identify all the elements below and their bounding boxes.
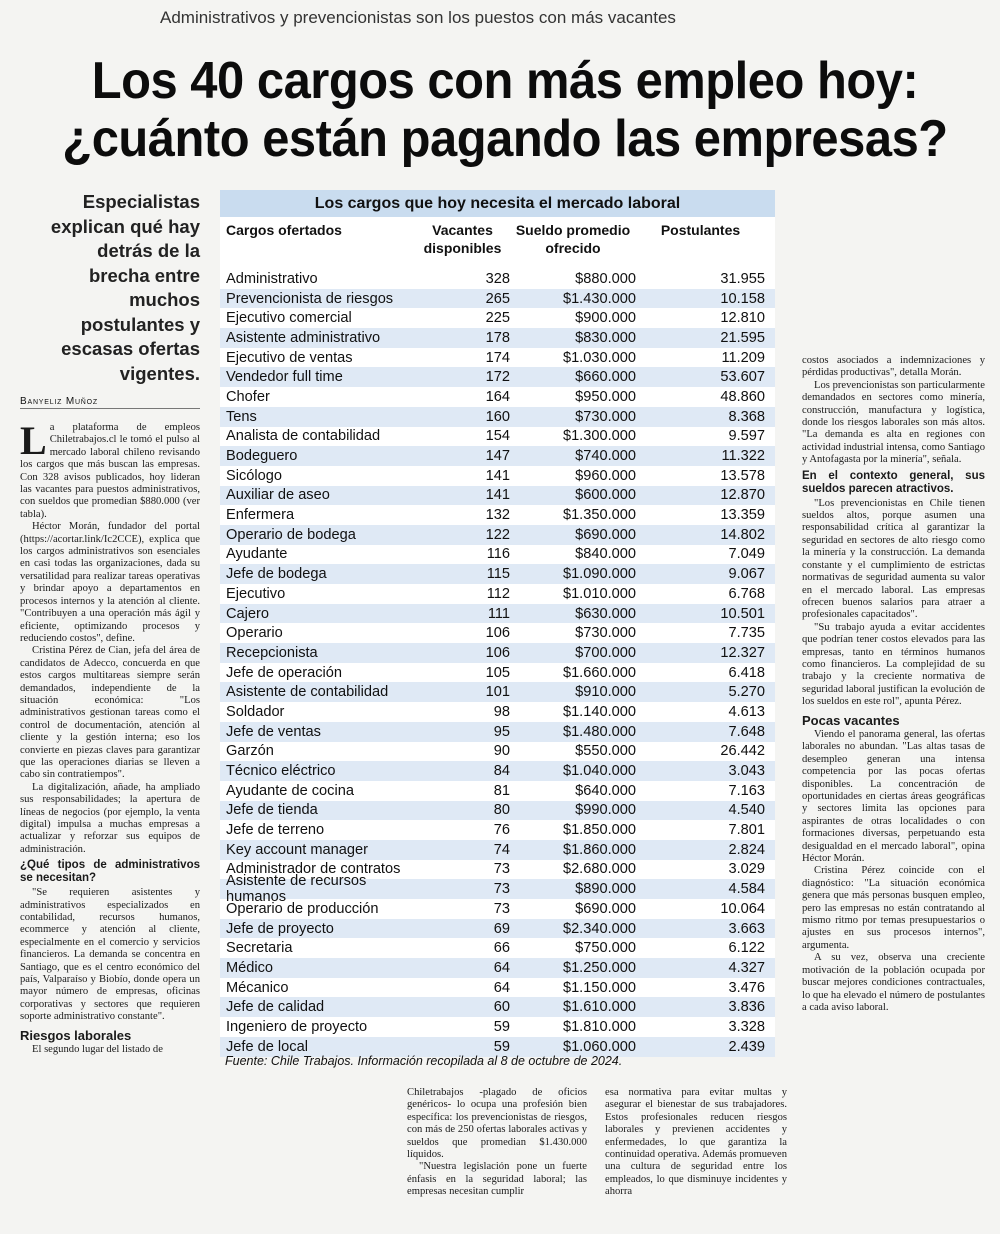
- cell-vacantes: 76: [493, 822, 510, 839]
- table-row: [220, 899, 775, 919]
- cell-cargo: Administrativo: [226, 270, 318, 287]
- cell-sueldo: $2.680.000: [562, 861, 636, 878]
- cell-vacantes: 225: [485, 310, 510, 327]
- table-row: [220, 466, 775, 486]
- table-row: [220, 761, 775, 781]
- cell-sueldo: $1.030.000: [562, 349, 636, 366]
- table-row: [220, 505, 775, 525]
- cell-cargo: Soldador: [226, 703, 285, 720]
- table-row: [220, 997, 775, 1017]
- cell-vacantes: 69: [493, 920, 510, 937]
- table-source: Fuente: Chile Trabajos. Información recopilada al 8 de octubre de 2024.: [225, 1054, 623, 1068]
- cell-vacantes: 328: [485, 270, 510, 287]
- table-row: [220, 801, 775, 821]
- table-row: [220, 427, 775, 447]
- cell-vacantes: 164: [485, 388, 510, 405]
- cell-postulantes: 3.663: [728, 920, 765, 937]
- cell-vacantes: 74: [493, 841, 510, 858]
- cell-sueldo: $740.000: [575, 448, 636, 465]
- right-column: [802, 355, 985, 1014]
- table-row: [220, 328, 775, 348]
- cell-vacantes: 174: [485, 349, 510, 366]
- cell-cargo: Operario de producción: [226, 900, 379, 917]
- cell-vacantes: 59: [493, 1018, 510, 1035]
- cell-postulantes: 12.810: [720, 310, 765, 327]
- bottom1-p2: "Nuestra legislación pone un fuerte énfasis en la seguridad laboral; las empresas necesitan cumplir: [407, 1161, 587, 1198]
- cell-sueldo: $1.060.000: [562, 1038, 636, 1055]
- cell-cargo: Ejecutivo: [226, 585, 286, 602]
- cell-vacantes: 98: [493, 703, 510, 720]
- cell-sueldo: $910.000: [575, 684, 636, 701]
- cell-postulantes: 4.584: [728, 881, 765, 898]
- cell-postulantes: 13.359: [720, 507, 765, 524]
- table-row: [220, 978, 775, 998]
- cell-sueldo: $1.300.000: [562, 428, 636, 445]
- section-heading-riesgos: Riesgos laborales: [20, 1027, 132, 1043]
- cell-sueldo: $1.250.000: [562, 959, 636, 976]
- cell-sueldo: $1.660.000: [562, 664, 636, 681]
- cell-vacantes: 95: [493, 723, 510, 740]
- cell-sueldo: $730.000: [575, 408, 636, 425]
- right-p5: Viendo el panorama general, las ofertas laborales no abundan. "Las altas tasas de desempleo generan una intensa competencia por las pocas ofertas disponibles. La concentración de oportunidades en ciertas áreas geográficas y sectores limita las opciones para aspirantes de otras localidades o con formaciones diversas, perpetuando esta desigualdad en el mercado laboral", opina Héctor Morán.: [802, 728, 985, 865]
- left-p5: "Se requieren asistentes y administrativos especializados en contabilidad, recursos humanos, ecommerce y atención al cliente, especialmente en el comercio y servicios financieros. La demanda se concentra en Santiago, que es el centro económico del país, Valparaíso y Biobío, donde opera un mayor número de empresas, oficinas corporativas y sectores que requieren soporte administrativo constante".: [20, 887, 200, 1023]
- cell-sueldo: $750.000: [575, 940, 636, 957]
- cell-postulantes: 7.648: [728, 723, 765, 740]
- cell-cargo: Jefe de ventas: [226, 723, 321, 740]
- cell-postulantes: 9.067: [728, 566, 765, 583]
- cell-cargo: Jefe de terreno: [226, 822, 325, 839]
- cell-postulantes: 11.209: [721, 349, 765, 366]
- bottom1-p1: Chiletrabajos -plagado de oficios genéricos- lo ocupa una profesión bien específica: los prevencionistas de riesgos, con más de 250 ofertas laborales activas y sueldos que promedian $1.430.000 líquidos.: [407, 1087, 587, 1161]
- cell-vacantes: 59: [493, 1038, 510, 1055]
- cell-cargo: Jefe de bodega: [226, 566, 327, 583]
- table-row: [220, 840, 775, 860]
- cell-postulantes: 10.158: [720, 290, 765, 307]
- right-p6: Cristina Pérez coincide con el diagnóstico: "La situación económica genera que más personas busquen empleo, pero las empresas no están contratando al mismo ritmo por temas presupuestarios o ajustes en sus procesos internos", argumenta.: [802, 865, 985, 951]
- cell-sueldo: $900.000: [575, 310, 636, 327]
- cell-vacantes: 141: [485, 487, 510, 504]
- table-row: [220, 584, 775, 604]
- cell-cargo: Asistente de recursos humanos: [226, 873, 367, 906]
- cell-sueldo: $950.000: [575, 388, 636, 405]
- right-p7: A su vez, observa una creciente motivación de la población ocupada por buscar mejores condiciones contractuales, lo que ha elevado el número de postulantes a cada aviso laboral.: [802, 952, 985, 1013]
- cell-postulantes: 6.768: [728, 585, 765, 602]
- cell-postulantes: 13.578: [720, 467, 765, 484]
- header-postulantes: Postulantes: [660, 222, 741, 238]
- cell-vacantes: 106: [485, 625, 510, 642]
- cell-vacantes: 66: [493, 940, 510, 957]
- cell-cargo: Vendedor full time: [226, 369, 343, 386]
- table-row: [220, 682, 775, 702]
- cell-vacantes: 154: [485, 428, 510, 445]
- table-row: [220, 367, 775, 387]
- cell-cargo: Jefe de tienda: [226, 802, 318, 819]
- table-row: [220, 289, 775, 309]
- table-row: [220, 387, 775, 407]
- table-row: [220, 446, 775, 466]
- cell-postulantes: 2.824: [728, 841, 765, 858]
- cell-postulantes: 3.328: [728, 1018, 765, 1035]
- cell-postulantes: 14.802: [720, 526, 765, 543]
- cell-sueldo: $990.000: [575, 802, 636, 819]
- table-row: [220, 623, 775, 643]
- table-row: [220, 663, 775, 683]
- cell-sueldo: $1.850.000: [562, 822, 636, 839]
- cell-vacantes: 101: [485, 684, 510, 701]
- table-row: [220, 742, 775, 762]
- table-row: [220, 308, 775, 328]
- cell-cargo: Auxiliar de aseo: [226, 487, 330, 504]
- table-row: [220, 938, 775, 958]
- table-row: [220, 407, 775, 427]
- table-row: [220, 525, 775, 545]
- cell-vacantes: 141: [485, 467, 510, 484]
- cell-vacantes: 147: [485, 448, 510, 465]
- left-p4: La digitalización, añade, ha ampliado sus responsabilidades; la apertura de líneas de negocios (por ejemplo, la venta digital) impulsa a muchas empresas a actualizar y reforzar sus equipos de administración.: [20, 781, 200, 855]
- table-row: [220, 919, 775, 939]
- right-p2: Los prevencionistas son particularmente demandados en sectores como minería, construcción, manufactura y logística, donde los riesgos laborales son más altos. "La demanda es alta en regiones con actividad industrial intensa, como Santiago y Antofagasta por la minería", señala.: [802, 379, 985, 466]
- cell-postulantes: 12.870: [720, 487, 765, 504]
- cell-sueldo: $1.480.000: [562, 723, 636, 740]
- left-question-heading: ¿Qué tipos de administrativos se necesitan?: [20, 859, 200, 885]
- cell-cargo: Jefe de calidad: [226, 999, 325, 1016]
- left-p6: El segundo lugar del listado de: [32, 1044, 163, 1056]
- cell-sueldo: $2.340.000: [562, 920, 636, 937]
- cell-cargo: Asistente administrativo: [226, 329, 381, 346]
- cell-cargo: Key account manager: [226, 841, 368, 858]
- bottom-column-2: [605, 1087, 787, 1199]
- cell-sueldo: $1.810.000: [562, 1018, 636, 1035]
- cell-vacantes: 160: [485, 408, 510, 425]
- cell-sueldo: $1.610.000: [562, 999, 636, 1016]
- cell-vacantes: 84: [493, 763, 510, 780]
- header-cargos: Cargos ofertados: [226, 222, 342, 238]
- cell-sueldo: $1.040.000: [562, 763, 636, 780]
- cell-vacantes: 116: [486, 546, 510, 563]
- cell-vacantes: 106: [485, 644, 510, 661]
- cell-postulantes: 10.064: [720, 900, 765, 917]
- cell-cargo: Garzón: [226, 743, 274, 760]
- cell-vacantes: 178: [485, 329, 510, 346]
- cell-cargo: Ejecutivo comercial: [226, 310, 352, 327]
- right-p3: "Los prevencionistas en Chile tienen sueldos altos, porque asumen una responsabilidad crítica al garantizar la seguridad en sectores de alto riesgo como la minería y la construcción. La demanda constante y el cumplimiento de estrictas normativas de seguridad aumenta su valor en el mercado laboral. Las empresas ofrecen buenos salarios para atraer a profesionales capacitados".: [802, 497, 985, 621]
- table-title: Los cargos que hoy necesita el mercado laboral: [220, 190, 775, 217]
- cell-vacantes: 80: [493, 802, 510, 819]
- cell-postulantes: 3.836: [728, 999, 765, 1016]
- cell-sueldo: $600.000: [575, 487, 636, 504]
- table-row: [220, 781, 775, 801]
- cell-sueldo: $730.000: [575, 625, 636, 642]
- right-p1: costos asociados a indemnizaciones y pérdidas productivas", detalla Morán.: [802, 355, 985, 379]
- table-row: [220, 820, 775, 840]
- cell-postulantes: 3.043: [728, 763, 765, 780]
- cell-cargo: Médico: [226, 959, 274, 976]
- table-row: [220, 873, 775, 906]
- cell-cargo: Mécanico: [226, 979, 289, 996]
- cell-sueldo: $550.000: [575, 743, 636, 760]
- cell-cargo: Operario: [226, 625, 283, 642]
- cell-postulantes: 21.595: [720, 329, 765, 346]
- cell-sueldo: $840.000: [575, 546, 636, 563]
- headline: Los 40 cargos con más empleo hoy: ¿cuánto están pagando las empresas?: [62, 52, 948, 168]
- table-row: [220, 702, 775, 722]
- kicker: Administrativos y prevencionistas son los puestos con más vacantes: [160, 8, 676, 27]
- cell-sueldo: $890.000: [575, 881, 636, 898]
- cell-postulantes: 9.597: [728, 428, 765, 445]
- cell-vacantes: 115: [486, 566, 510, 583]
- cell-cargo: Jefe de proyecto: [226, 920, 334, 937]
- cell-vacantes: 81: [493, 782, 510, 799]
- table-row: [220, 722, 775, 742]
- cell-postulantes: 6.122: [728, 940, 765, 957]
- bottom-column-1: [407, 1087, 587, 1199]
- cell-cargo: Enfermera: [226, 507, 295, 524]
- table-row: [220, 486, 775, 506]
- header-vacantes: Vacantes disponibles: [423, 222, 502, 256]
- table-body: [220, 269, 775, 1057]
- cell-sueldo: $1.010.000: [562, 585, 636, 602]
- table-row: [220, 545, 775, 565]
- cell-postulantes: 53.607: [720, 369, 765, 386]
- table-row: [220, 1017, 775, 1037]
- cell-vacantes: 73: [493, 881, 510, 898]
- left-p2: Héctor Morán, fundador del portal (https://acortar.link/Ic2CCE), explica que los cargos administrativos son esenciales en casi todas las organizaciones, dada su versatilidad para realizar tareas operativas y brindar apoyo a departamentos en procesos internos y la atención al cliente. "Contribuyen a una operación más ágil y eficiente, optimizando procesos y reduciendo costos", define.: [20, 521, 200, 644]
- header-sueldo: Sueldo promedio ofrecido: [515, 222, 631, 256]
- table-row: [220, 348, 775, 368]
- subhead: Especialistas explican qué hay detrás de la brecha entre muchos postulantes y escasas ofertas vigentes.: [50, 191, 200, 384]
- cell-cargo: Recepcionista: [226, 644, 318, 661]
- cell-postulantes: 7.163: [728, 782, 765, 799]
- cell-cargo: Prevencionista de riesgos: [226, 290, 394, 307]
- cell-vacantes: 112: [486, 585, 510, 602]
- cell-sueldo: $1.150.000: [562, 979, 636, 996]
- cell-vacantes: 64: [493, 959, 510, 976]
- cell-postulantes: 4.613: [728, 703, 765, 720]
- cell-sueldo: $1.430.000: [562, 290, 636, 307]
- cell-vacantes: 64: [493, 979, 510, 996]
- cell-sueldo: $1.090.000: [562, 566, 636, 583]
- cell-sueldo: $880.000: [575, 270, 636, 287]
- jobs-table: [220, 190, 775, 1057]
- cell-postulantes: 7.049: [728, 546, 765, 563]
- cell-postulantes: 12.327: [720, 644, 765, 661]
- cell-cargo: Ejecutivo de ventas: [226, 349, 353, 366]
- cell-cargo: Administrador de contratos: [226, 861, 401, 878]
- cell-postulantes: 8.368: [728, 408, 765, 425]
- cell-vacantes: 122: [485, 526, 510, 543]
- cell-cargo: Jefe de local: [226, 1038, 308, 1055]
- cell-cargo: Secretaria: [226, 940, 293, 957]
- cell-postulantes: 31.955: [720, 270, 765, 287]
- byline: Banyeliz Muñoz: [20, 396, 200, 409]
- cell-postulantes: 5.270: [728, 684, 765, 701]
- cell-sueldo: $660.000: [575, 369, 636, 386]
- cell-vacantes: 132: [485, 507, 510, 524]
- cell-postulantes: 6.418: [728, 664, 765, 681]
- cell-postulantes: 3.476: [728, 979, 765, 996]
- cell-cargo: Operario de bodega: [226, 526, 356, 543]
- cell-postulantes: 11.322: [721, 448, 765, 465]
- cell-sueldo: $1.860.000: [562, 841, 636, 858]
- cell-postulantes: 48.860: [720, 388, 765, 405]
- table-row: [220, 604, 775, 624]
- left-p1: La plataforma de empleos Chiletrabajos.cl le tomó el pulso al mercado laboral chileno revisando los cargos que más buscan las empresas. Con 328 avisos publicados, hoy lideran las vacantes para puestos administrativos, con sueldos que promedian $880.000 (ver tabla).: [20, 418, 200, 520]
- cell-postulantes: 3.029: [728, 861, 765, 878]
- section-heading-pocas-vacantes: Pocas vacantes: [802, 712, 900, 728]
- cell-cargo: Asistente de contabilidad: [226, 684, 389, 701]
- table-header: [220, 217, 775, 269]
- left-p3: Cristina Pérez de Cian, jefa del área de candidatos de Adecco, concuerda en que estos cargos multitareas siempre serán demandados, independiente de la situación económica: "Los administrativos gestionan tareas como el control de documentación, atención al cliente y la gestión interna; eso los convierte en piezas claves para garantizar que las operaciones diarias se lleven a cabo sin contratiempos".: [20, 645, 200, 781]
- cell-postulantes: 7.801: [728, 822, 765, 839]
- table-row: [220, 269, 775, 289]
- cell-vacantes: 73: [493, 900, 510, 917]
- cell-cargo: Ayudante: [226, 546, 288, 563]
- cell-sueldo: $690.000: [575, 900, 636, 917]
- left-column: [20, 418, 200, 1057]
- table-row: [220, 564, 775, 584]
- table-row: [220, 643, 775, 663]
- cell-vacantes: 73: [493, 861, 510, 878]
- dropcap: L: [20, 418, 47, 463]
- bottom2-p1: esa normativa para evitar multas y asegurar el bienestar de sus trabajadores. Estos profesionales reducen riesgos laborales y previenen accidentes y enfermedades, lo que garantiza la continuidad operativa. Además promueven una cultura de seguridad entre los empleados, lo que disminuye incidentes y ahorra: [605, 1087, 787, 1198]
- cell-postulantes: 26.442: [720, 743, 765, 760]
- cell-postulantes: 7.735: [728, 625, 765, 642]
- cell-postulantes: 4.327: [728, 959, 765, 976]
- cell-postulantes: 4.540: [728, 802, 765, 819]
- cell-cargo: Técnico eléctrico: [226, 763, 336, 780]
- cell-cargo: Sicólogo: [226, 467, 282, 484]
- table-row: [220, 958, 775, 978]
- cell-vacantes: 111: [487, 605, 510, 622]
- cell-cargo: Jefe de operación: [226, 664, 343, 681]
- cell-sueldo: $640.000: [575, 782, 636, 799]
- cell-cargo: Bodeguero: [226, 448, 298, 465]
- cell-cargo: Ayudante de cocina: [226, 782, 354, 799]
- cell-cargo: Cajero: [226, 605, 269, 622]
- right-p4: "Su trabajo ayuda a evitar accidentes que podrían tener costos elevados para las empresas, tanto en términos humanos como financieros. La complejidad de su trabajo y la creciente normativa de seguridad laboral justifican la evolución de los sueldos en este rol", apunta Pérez.: [802, 621, 985, 708]
- cell-vacantes: 90: [493, 743, 510, 760]
- cell-sueldo: $690.000: [575, 526, 636, 543]
- cell-postulantes: 2.439: [728, 1038, 765, 1055]
- cell-cargo: Chofer: [226, 388, 270, 405]
- cell-sueldo: $630.000: [575, 605, 636, 622]
- cell-vacantes: 105: [485, 664, 510, 681]
- cell-cargo: Analista de contabilidad: [226, 428, 381, 445]
- cell-vacantes: 265: [485, 290, 510, 307]
- cell-sueldo: $960.000: [575, 467, 636, 484]
- cell-sueldo: $1.350.000: [562, 507, 636, 524]
- cell-vacantes: 172: [485, 369, 510, 386]
- right-question-heading: En el contexto general, sus sueldos parecen atractivos.: [802, 469, 985, 495]
- cell-cargo: Ingeniero de proyecto: [226, 1018, 368, 1035]
- cell-vacantes: 60: [493, 999, 510, 1016]
- cell-sueldo: $830.000: [575, 329, 636, 346]
- cell-postulantes: 10.501: [720, 605, 765, 622]
- cell-sueldo: $700.000: [575, 644, 636, 661]
- cell-cargo: Tens: [226, 408, 257, 425]
- cell-sueldo: $1.140.000: [562, 703, 636, 720]
